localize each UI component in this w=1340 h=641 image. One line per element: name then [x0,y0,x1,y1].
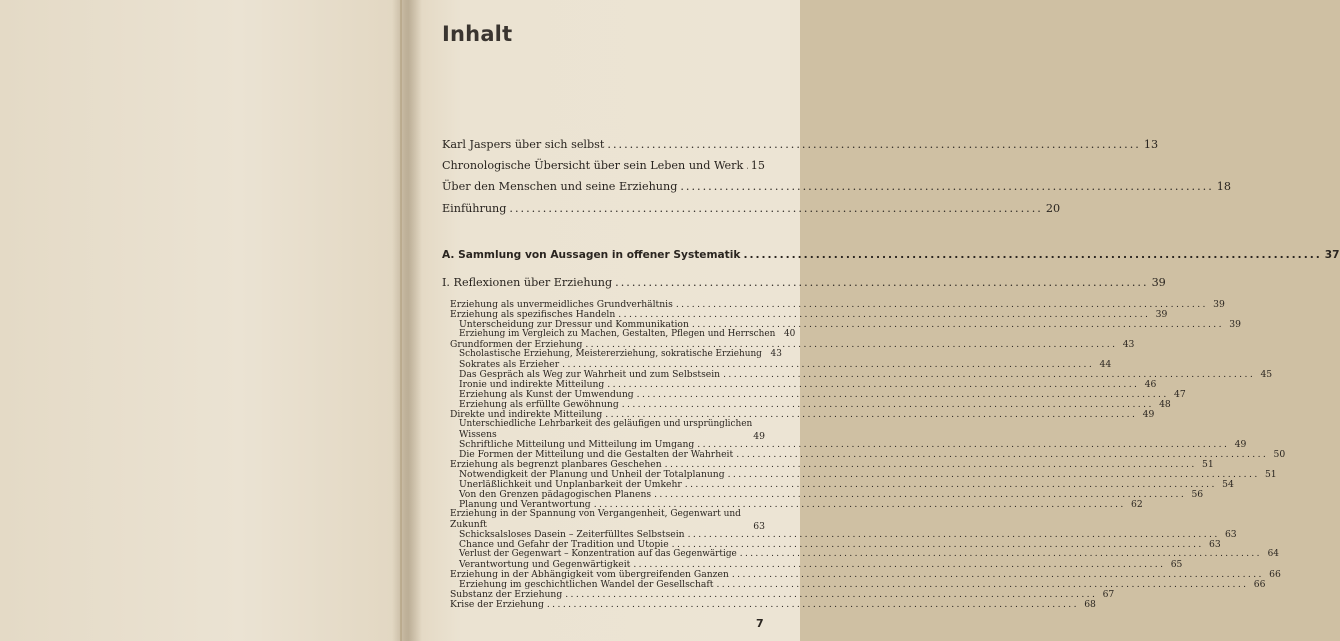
toc-chapter-heading [442,276,1166,289]
toc-entry-label: Schriftliche Mitteilung und Mitteilung im Umgang [459,439,695,450]
page-title: Inhalt [442,22,513,46]
dot-leader: .................................................................................................... [607,379,1140,390]
toc-entry-label: Chance und Gefahr der Tradition und Utopie [459,539,669,550]
dot-leader: .................................................................................................... [684,479,1217,490]
dot-leader: .................................................................................................... [736,449,1269,460]
toc-entry-page: 62 [1131,499,1143,510]
toc-subentry [459,419,765,440]
dot-leader: .................................................................................................... [562,359,1095,370]
toc-entry-page: 43 [1122,339,1135,350]
toc-entry [442,180,1232,193]
dot-leader: .................................................................................................... [664,459,1197,470]
toc-entry-label: Erziehung im Vergleich zu Machen, Gestalten, Pflegen und Herrschen [459,329,776,339]
toc-entry-page: 63 [753,521,765,532]
toc-entry-label: Substanz der Erziehung [450,589,563,600]
dot-leader: ................................................................................................ [615,276,1149,289]
toc-entry-label: Chronologische Übersicht über sein Leben und Werk [442,159,744,172]
toc-entry-label: Unerläßlichkeit und Unplanbarkeit der Umkehr [459,479,682,490]
toc-entry-page: 39 [1213,299,1225,310]
toc-entry-page: 51 [1201,459,1214,470]
toc-entry-label: Notwendigkeit der Planung und Unheil der Totalplanung [459,469,725,480]
dot-leader: .................................................................................................... [618,309,1151,320]
toc-entry-label: I. Reflexionen über Erziehung [442,276,613,289]
toc-entry [442,138,1159,151]
dot-leader: .................................................................................................... [585,339,1118,350]
toc-entry-page: 49 [1234,439,1247,450]
toc-entry-page: 54 [1222,479,1234,490]
dot-leader: .................................................................................................... [605,409,1138,420]
toc-subentry [450,509,765,530]
toc-entry-label: Erziehung in der Abhängigkeit vom übergreifenden Ganzen [450,569,729,580]
toc-subentry [459,549,1279,559]
toc-entry-label: Erziehung in der Spannung von Vergangenheit, Gegenwart und [450,509,741,519]
toc-entry-page: 63 [1209,539,1221,550]
dot-leader: .................................................................................................... [633,559,1166,570]
toc-entry-page: 39 [1151,276,1166,289]
toc-entry-page: 48 [1159,399,1171,410]
dot-leader: .................................................................................................... [565,589,1098,600]
toc-subentry [459,329,796,339]
toc-entry-page: 66 [1253,579,1266,590]
toc-entry-label: Erziehung als unvermeidliches Grundverhältnis [450,299,673,310]
toc-entry-page: 51 [1264,469,1277,480]
toc-entry-page: 49 [1142,409,1155,420]
dot-leader: .................................................................................................... [739,549,1262,559]
dot-leader: .................................................................................................... [727,469,1260,480]
dot-leader: ................................................................................................ [509,202,1043,215]
toc-entry-label: Krise der Erziehung [450,599,544,610]
toc-entry-label: Verantwortung und Gegenwärtigkeit [459,559,631,570]
toc-entry-label: Erziehung als begrenzt planbares Geschehen [450,459,662,470]
toc-entry-label: Von den Grenzen pädagogischen Planens [459,489,652,500]
dot-leader: .................................................................................................... [675,299,1208,310]
toc-entry-label: Das Gespräch als Weg zur Wahrheit und zum Selbstsein [459,369,721,380]
dot-leader: .................................................................................................... [546,599,1079,610]
toc-entry-page: 37 [1324,249,1340,261]
toc-entry-label: Direkte und indirekte Mitteilung [450,409,603,420]
toc-entry-page: 43 [770,349,782,359]
toc-entry-page: 65 [1170,559,1183,570]
toc-entry-page: 66 [1269,569,1281,580]
dot-leader: ................................................................................................ [607,138,1141,151]
dot-leader: ................................................................................................ [680,180,1214,193]
toc-entry-page: 63 [1224,529,1237,540]
toc-entry-label: Planung und Verantwortung [459,499,591,510]
dot-leader: .................................................................................................... [691,319,1224,330]
toc-entry-label: Karl Jaspers über sich selbst [442,138,605,151]
toc-entry-page: 20 [1045,202,1061,215]
toc-entry-page: 15 [750,159,765,172]
toc-entry-page: 47 [1174,389,1186,400]
toc-subentry [459,349,782,359]
toc-entry-label: Verlust der Gegenwart – Konzentration auf das Gegenwärtige [459,549,737,559]
toc-entry-page: 13 [1143,138,1159,151]
dot-leader: .................................................................................................... [621,399,1154,410]
toc-entry-label: Erziehung als spezifisches Handeln [450,309,616,320]
toc-entry-page: 49 [753,431,765,442]
page-number: 7 [756,617,764,630]
toc-subentry [450,599,1096,610]
dot-leader: .................................................................................................... [654,489,1187,500]
toc-entry-label-continued: Zukunft [450,519,487,530]
dot-leader: .................................................................................................... [636,389,1169,400]
toc-entry-label: Erziehung als Kunst der Umwendung [459,389,634,400]
toc-entry-page: 68 [1084,599,1096,610]
toc-entry-label: Erziehung im geschichtlichen Wandel der Gesellschaft [459,579,714,590]
toc-entry-page: 40 [784,329,796,339]
toc-entry-label: Die Formen der Mitteilung und die Gestalten der Wahrheit [459,449,734,460]
toc-entry-page: 67 [1102,589,1115,600]
dot-leader: .................................................................................................... [697,439,1230,450]
dot-leader: .................................................................................................... [731,569,1264,580]
toc-entry-page: 45 [1260,369,1273,380]
toc-entry-label: Grundformen der Erziehung [450,339,583,350]
toc-entry-label: Ironie und indirekte Mitteilung [459,379,605,390]
toc-entry-page: 39 [1229,319,1241,330]
toc-section-heading [442,249,1340,261]
toc-entry-label: Sokrates als Erzieher [459,359,560,370]
dot-leader: .................................................................................................... [723,369,1256,380]
toc-entry-label: Scholastische Erziehung, Meistererziehung, sokratische Erziehung [459,349,762,359]
toc-entry-label: Unterscheidung zur Dressur und Kommunikation [459,319,689,330]
toc-entry-label: Unterschiedliche Lehrbarkeit des geläufigen und ursprünglichen [459,419,753,429]
dot-leader: ................................................................................................ [743,249,1322,261]
toc-entry-label: A. Sammlung von Aussagen in offener Systematik [442,249,741,261]
toc-entry-page: 18 [1216,180,1232,193]
toc-entry-label: Einführung [442,202,507,215]
left-page [0,0,400,641]
toc-entry-page: 39 [1155,309,1168,320]
dot-leader: .................................................................................................... [671,539,1204,550]
book-gutter [392,0,422,641]
dot-leader: .................................................................................................... [593,499,1126,510]
toc-entry-label: Schicksalsloses Dasein – Zeiterfülltes Selbstsein [459,529,685,540]
toc-entry-page: 46 [1144,379,1157,390]
toc-entry-page: 50 [1273,449,1286,460]
toc-entry-label: Über den Menschen und seine Erziehung [442,180,678,193]
dot-leader [746,159,747,172]
toc-entry-label: Erziehung als erfüllte Gewöhnung [459,399,619,410]
toc-entry-label-continued: Wissens [459,429,497,440]
toc-entry-page: 44 [1099,359,1112,370]
toc-entry-page: 56 [1191,489,1204,500]
toc-entry [442,159,765,172]
toc-entry-page: 64 [1267,549,1279,559]
toc-entry [442,202,1061,215]
dot-leader: .................................................................................................... [716,579,1249,590]
dot-leader: .................................................................................................... [687,529,1220,540]
